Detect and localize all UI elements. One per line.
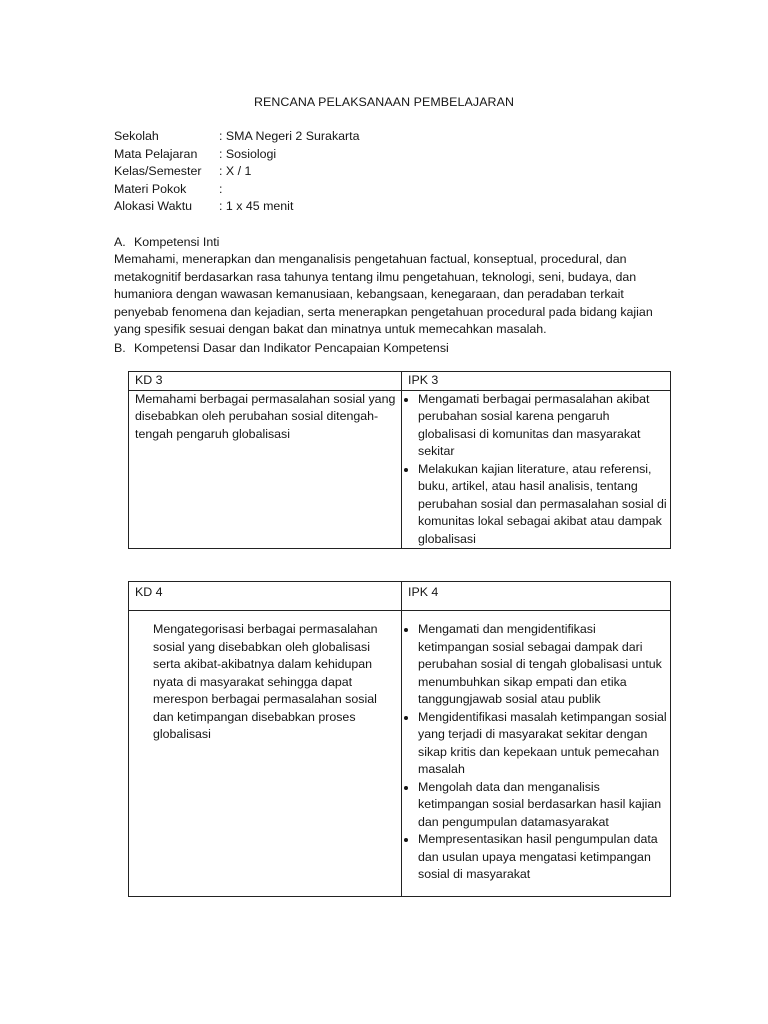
- info-value: : SMA Negeri 2 Surakarta: [219, 129, 360, 143]
- section-title: Kompetensi Inti: [134, 235, 220, 249]
- info-label: Mata Pelajaran: [114, 146, 198, 161]
- kompetensi-inti-paragraph: [114, 251, 674, 339]
- table-header-row: [129, 582, 671, 611]
- info-value: :: [219, 181, 223, 196]
- list-item: • Melakukan kajian literature, atau referensi, buku, artikel, atau hasil analisis, tentang perubahan sosial dan permasalahan sosial di komunitas lokal sebagai akibat atau dampak globalisasi: [418, 461, 670, 549]
- info-value: : Sosiologi: [219, 146, 277, 161]
- section-title: Kompetensi Dasar dan Indikator Pencapaian Kompetensi: [134, 341, 449, 355]
- section-number: B.: [114, 341, 126, 355]
- ipk-list: [402, 613, 670, 884]
- info-row-kelas-semester: [114, 163, 360, 181]
- info-row-sekolah: [114, 128, 360, 146]
- info-row-materi-pokok: [114, 181, 360, 199]
- list-item: • Mengidentifikasi masalah ketimpangan sosial yang terjadi di masyarakat sekitar dengan sikap kritis dan kepekaan untuk pemecahan masalah: [418, 709, 670, 779]
- info-row-mata-pelajaran: [114, 146, 360, 164]
- kd-text: Mengategorisasi berbagai permasalahan sosial yang disebabkan oleh globalisasi serta akibat-akibatnya dalam kehidupan nyata di masyarakat sehingga dapat merespon berbagai permasalahan sosial dan ketimpangan disebabkan proses globalisasi: [153, 622, 378, 741]
- kd-cell: [129, 611, 402, 897]
- list-item: • Mengamati berbagai permasalahan akibat perubahan sosial karena pengaruh globalisasi di komunitas dan masyarakat sekitar: [418, 391, 670, 461]
- info-value: : 1 x 45 menit: [219, 199, 294, 213]
- list-item: • Mempresentasikan hasil pengumpulan data dan usulan upaya mengatasi ketimpangan sosial di masyarakat: [418, 831, 670, 884]
- info-label: Alokasi Waktu: [114, 199, 193, 213]
- kd-header: KD 3: [129, 372, 402, 391]
- kd-cell: [129, 390, 402, 549]
- kd3-table: [128, 371, 671, 549]
- table-header-row: [129, 372, 671, 391]
- info-label: Materi Pokok: [114, 181, 187, 196]
- ipk-list: [402, 391, 670, 549]
- paragraph-line: penyebab fenomena dan kejadian, serta menerapkan pengetahuan procedural pada bidang kajian: [114, 304, 653, 319]
- table-row: [129, 611, 671, 897]
- section-b-heading: [114, 340, 449, 358]
- section-number: A.: [114, 235, 126, 249]
- info-label: Kelas/Semester: [114, 164, 202, 178]
- paragraph-line: humaniora dengan wawasan kemanusiaan, kebangsaan, kenegaraan, dan peradaban terkait: [114, 287, 624, 301]
- kd-text: Memahami berbagai permasalahan sosial yang disebabkan oleh perubahan sosial ditengah-tengah pengaruh globalisasi: [135, 391, 396, 441]
- ipk-cell: [402, 611, 671, 897]
- ipk-cell: [402, 390, 671, 549]
- paragraph-line: metakognitif berdasarkan rasa tahunya tentang ilmu pengetahuan, teknologi, seni, budaya, dan: [114, 269, 637, 284]
- section-a-heading: [114, 234, 219, 252]
- info-block: [114, 128, 360, 216]
- list-item: • Mengolah data dan menganalisis ketimpangan sosial berdasarkan hasil kajian dan pengumpulan datamasyarakat: [418, 779, 670, 832]
- info-row-alokasi-waktu: [114, 198, 360, 216]
- kd4-table: [128, 581, 671, 897]
- info-label: Sekolah: [114, 129, 159, 143]
- paragraph-line: Memahami, menerapkan dan menganalisis pengetahuan factual, konseptual, procedural, dan: [114, 252, 627, 266]
- ipk-header: IPK 3: [402, 372, 671, 391]
- document-title: RENCANA PELAKSANAAN PEMBELAJARAN: [253, 95, 515, 109]
- table-row: [129, 390, 671, 549]
- ipk-header: IPK 4: [402, 582, 671, 611]
- paragraph-line: yang spesifik sesuai dengan bakat dan minatnya untuk memecahkan masalah.: [114, 322, 547, 336]
- kd-header: KD 4: [129, 582, 402, 611]
- info-value: : X / 1: [219, 164, 252, 178]
- list-item: • Mengamati dan mengidentifikasi ketimpangan sosial sebagai dampak dari perubahan sosial di tengah globalisasi untuk menumbuhkan sikap empati dan etika tanggungjawab sosial atau publik: [418, 621, 670, 709]
